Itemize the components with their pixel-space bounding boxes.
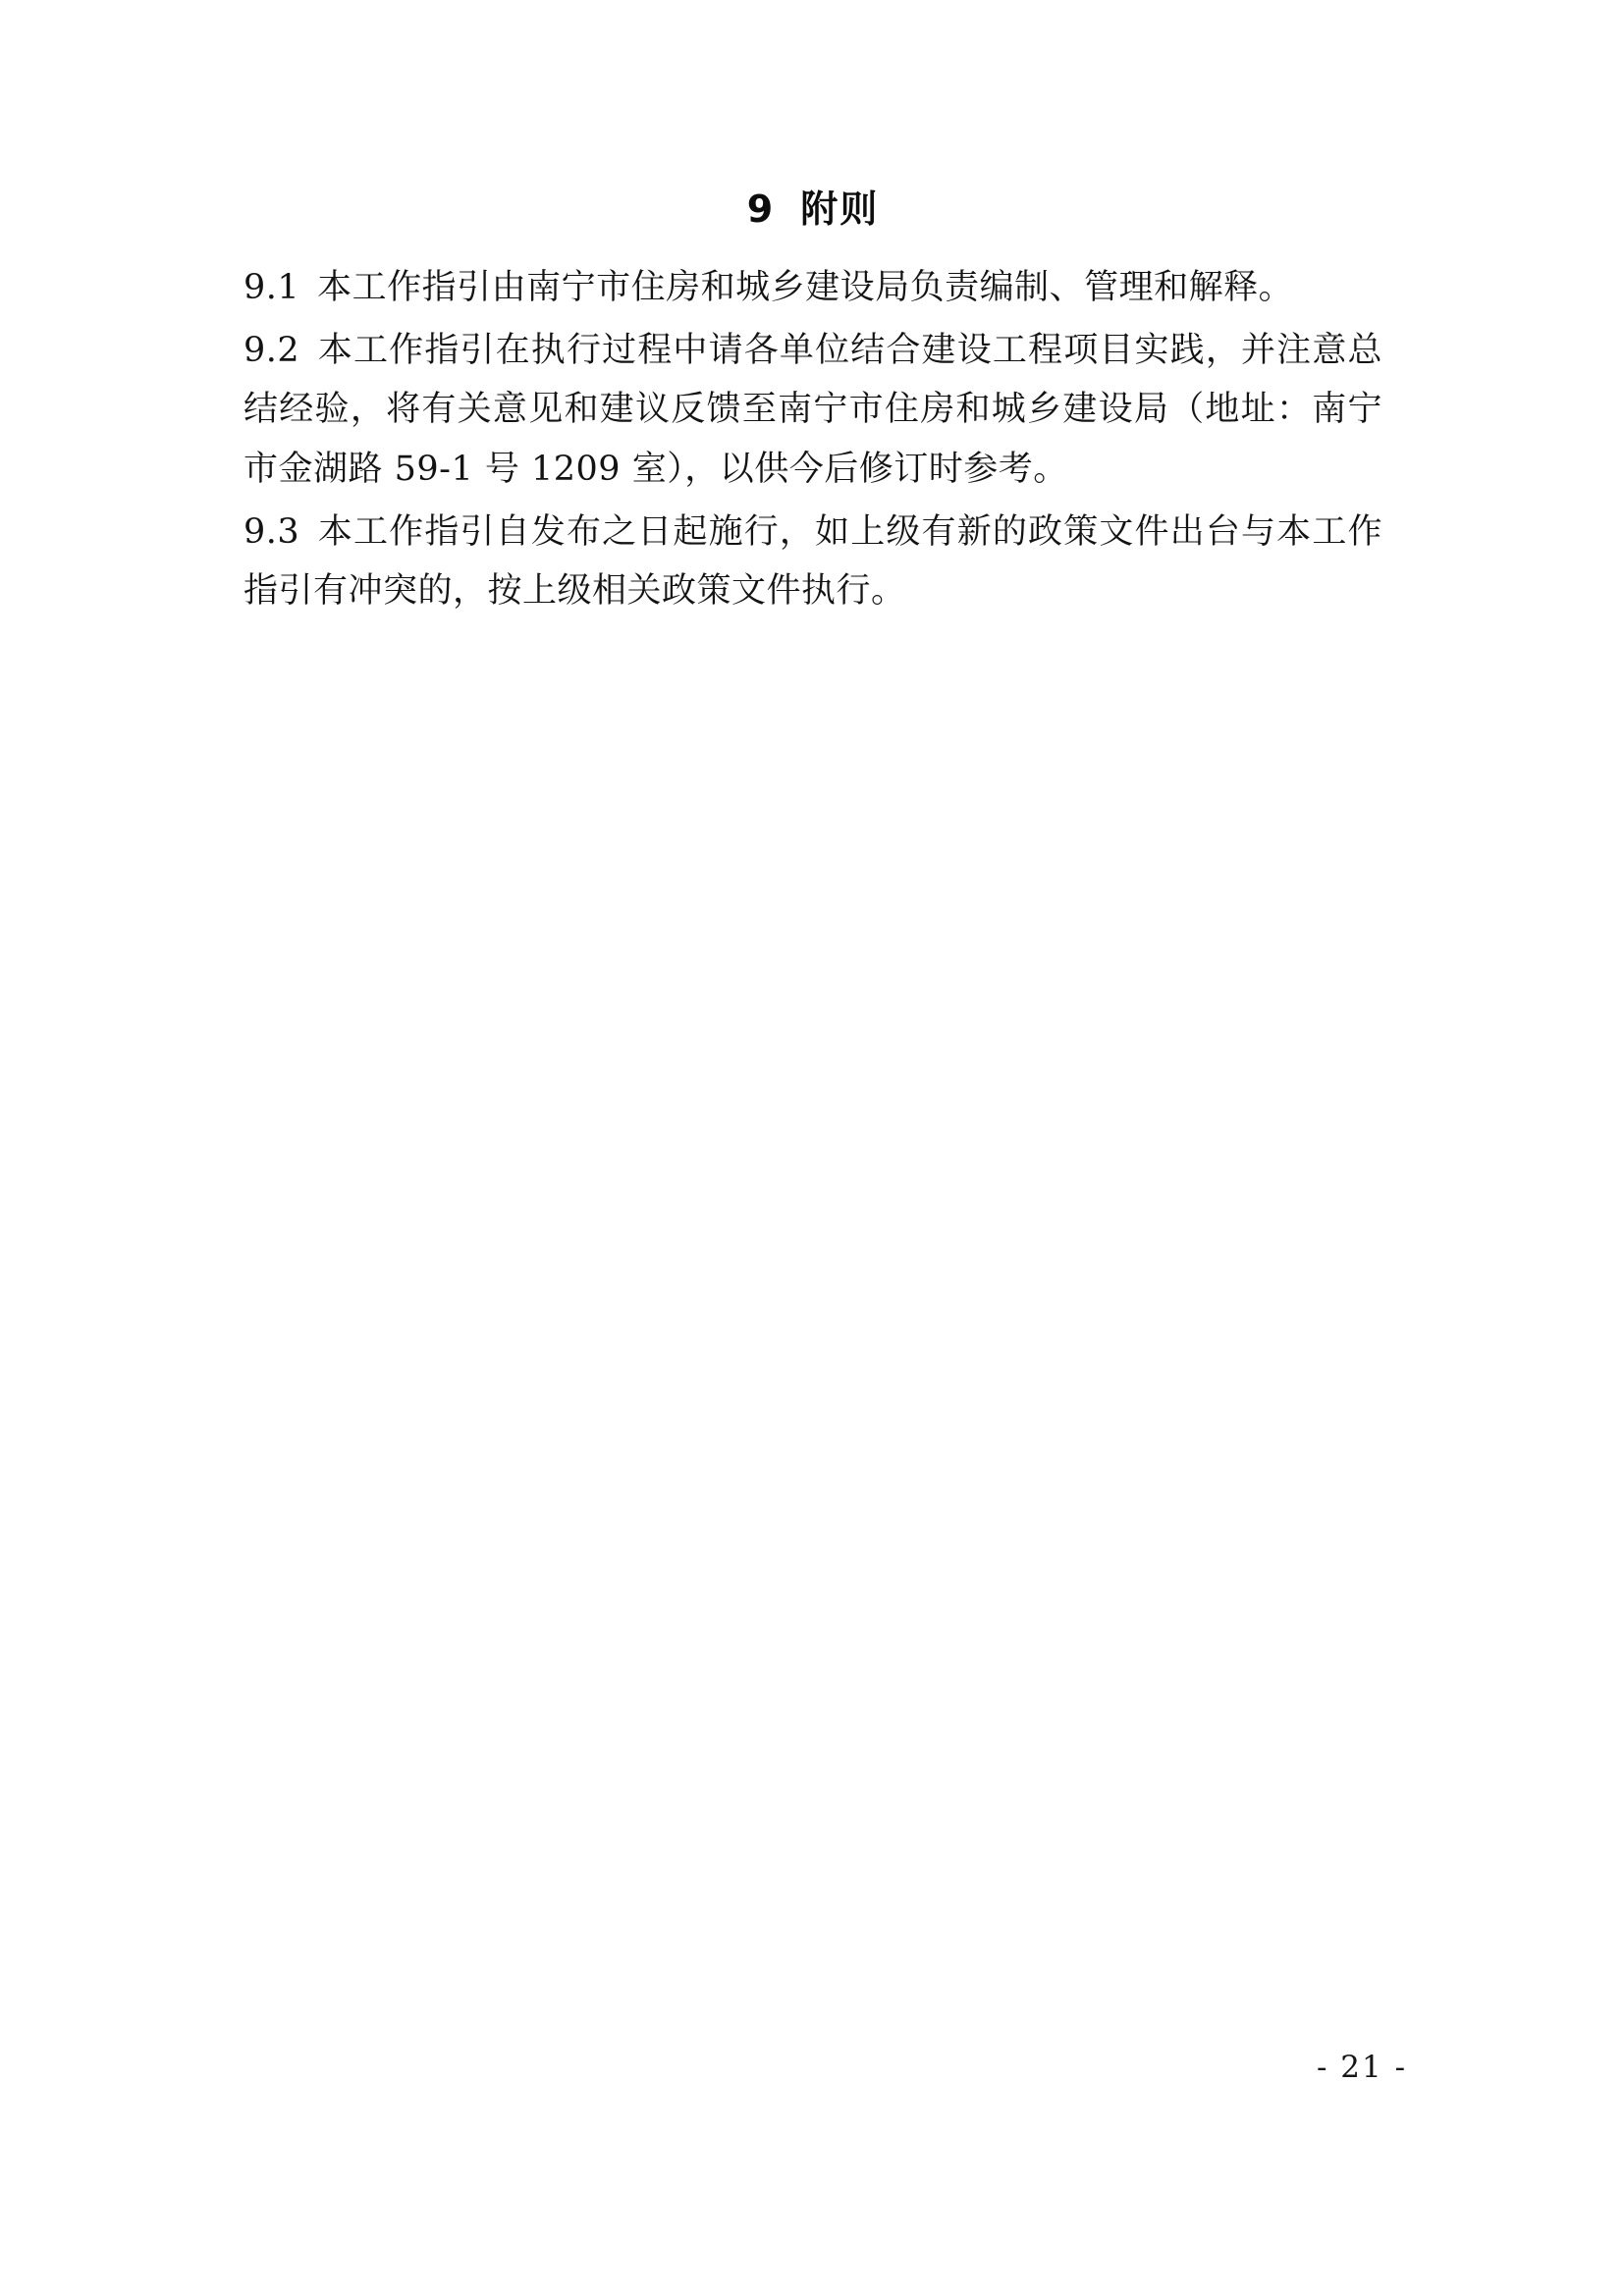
paragraph-9-2: [244, 321, 1382, 499]
document-body: [244, 179, 1382, 624]
paragraph-9-3-text: 本工作指引自发布之日起施行，如上级有新的政策文件出台与本工作指引有冲突的，按上级相关政策文件执行。: [244, 511, 1382, 611]
paragraph-9-3-label: 9.3: [244, 511, 300, 552]
paragraph-9-3: [244, 503, 1382, 620]
paragraph-9-1-text: 本工作指引由南宁市住房和城乡建设局负责编制、管理和解释。: [317, 268, 1294, 307]
paragraph-9-1: [244, 258, 1382, 317]
page-footer: [0, 2050, 1624, 2085]
page-title-text: 附则: [800, 187, 880, 231]
page-number: - 21 -: [1316, 2050, 1408, 2085]
paragraph-9-2-text: 本工作指引在执行过程中请各单位结合建设工程项目实践，并注意总结经验，将有关意见和建议反馈至南宁市住房和城乡建设局（地址：南宁市金湖路 59-1 号 1209 室），以供今后修订时参考。: [244, 331, 1382, 489]
paragraph-9-1-label: 9.1: [244, 268, 300, 307]
page-title: [244, 179, 1382, 233]
page-title-number: 9: [746, 187, 776, 231]
paragraph-9-2-label: 9.2: [244, 331, 300, 371]
